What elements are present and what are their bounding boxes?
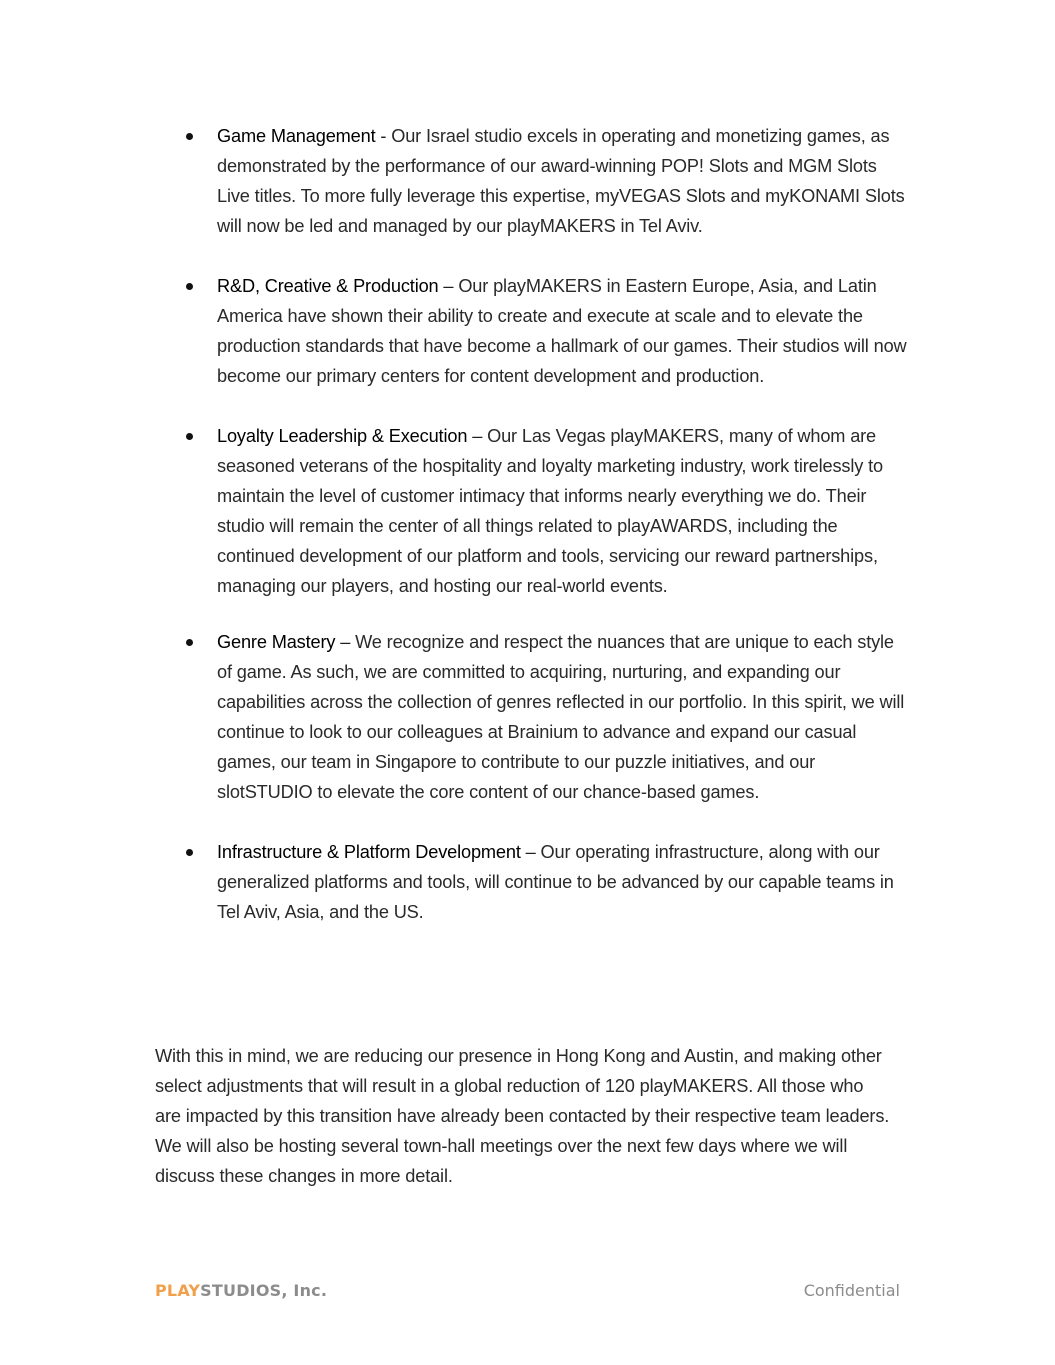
- bullet-body: Our playMAKERS in Eastern Europe, Asia, and Latin America have shown their ability to create and execute at scale and to elevate the production standards that have become a hallmark of our games. Their studios will now become our primary centers for content development and production.: [217, 276, 907, 386]
- brand-suffix: , Inc.: [281, 1281, 328, 1300]
- bullet-separator: -: [375, 126, 392, 146]
- bullet-icon: [186, 639, 193, 646]
- bullet-icon: [186, 433, 193, 440]
- bullet-title: Genre Mastery: [217, 632, 336, 652]
- confidential-label: Confidential: [803, 1281, 900, 1300]
- spacer: [0, 391, 1055, 421]
- company-logo-text: [155, 1281, 327, 1300]
- bullet-item-infrastructure-platform: [0, 837, 907, 927]
- bullet-body: We recognize and respect the nuances that are unique to each style of game. As such, we are committed to acquiring, nurturing, and expanding our capabilities across the collection of genres reflected in our portfolio. In this spirit, we will continue to look to our colleagues at Brainium to advance and expand our casual games, our team in Singapore to contribute to our puzzle initiatives, and our slotSTUDIO to elevate the core content of our chance-based games.: [217, 632, 905, 802]
- page-footer: [155, 1281, 900, 1305]
- spacer: [0, 807, 1055, 837]
- bullet-list: [0, 121, 1055, 927]
- bullet-title: Game Management: [217, 126, 376, 146]
- bullet-title: Infrastructure & Platform Development: [217, 842, 521, 862]
- spacer: [0, 601, 1055, 627]
- bullet-icon: [186, 133, 193, 140]
- bullet-separator: –: [438, 276, 459, 296]
- brand-play: PLAY: [155, 1281, 201, 1300]
- bullet-separator: –: [335, 632, 356, 652]
- bullet-item-game-management: [0, 121, 907, 241]
- bullet-item-loyalty-leadership: [0, 421, 907, 601]
- brand-studios: STUDIOS: [200, 1281, 282, 1300]
- bullet-item-genre-mastery: [0, 627, 907, 807]
- bullet-body: Our operating infrastructure, along with our generalized platforms and tools, will continue to be advanced by our capable teams in Tel Aviv, Asia, and the US.: [217, 842, 894, 922]
- bullet-separator: –: [467, 426, 488, 446]
- bullet-title: R&D, Creative & Production: [217, 276, 439, 296]
- bullet-separator: –: [520, 842, 541, 862]
- bullet-icon: [186, 283, 193, 290]
- bullet-item-rnd-creative-production: [0, 271, 907, 391]
- bullet-icon: [186, 849, 193, 856]
- bullet-body: Our Las Vegas playMAKERS, many of whom are seasoned veterans of the hospitality and loyalty marketing industry, work tirelessly to maintain the level of customer intimacy that informs nearly everything we do. Their studio will remain the center of all things related to playAWARDS, including the continued development of our platform and tools, servicing our reward partnerships, managing our players, and hosting our real-world events.: [217, 426, 883, 596]
- spacer: [0, 241, 1055, 271]
- bullet-body: Our Israel studio excels in operating and monetizing games, as demonstrated by the performance of our award-winning POP! Slots and MGM Slots Live titles. To more fully leverage this expertise, myVEGAS Slots and myKONAMI Slots will now be led and managed by our playMAKERS in Tel Aviv.: [217, 126, 905, 236]
- bullet-title: Loyalty Leadership & Execution: [217, 426, 468, 446]
- closing-paragraph: With this in mind, we are reducing our presence in Hong Kong and Austin, and making other select adjustments that will result in a global reduction of 120 playMAKERS. All those who are impacted by this transition have already been contacted by their respective team leaders. We will also be hosting several town-hall meetings over the next few days where we will discuss these changes in more detail.: [155, 1046, 890, 1186]
